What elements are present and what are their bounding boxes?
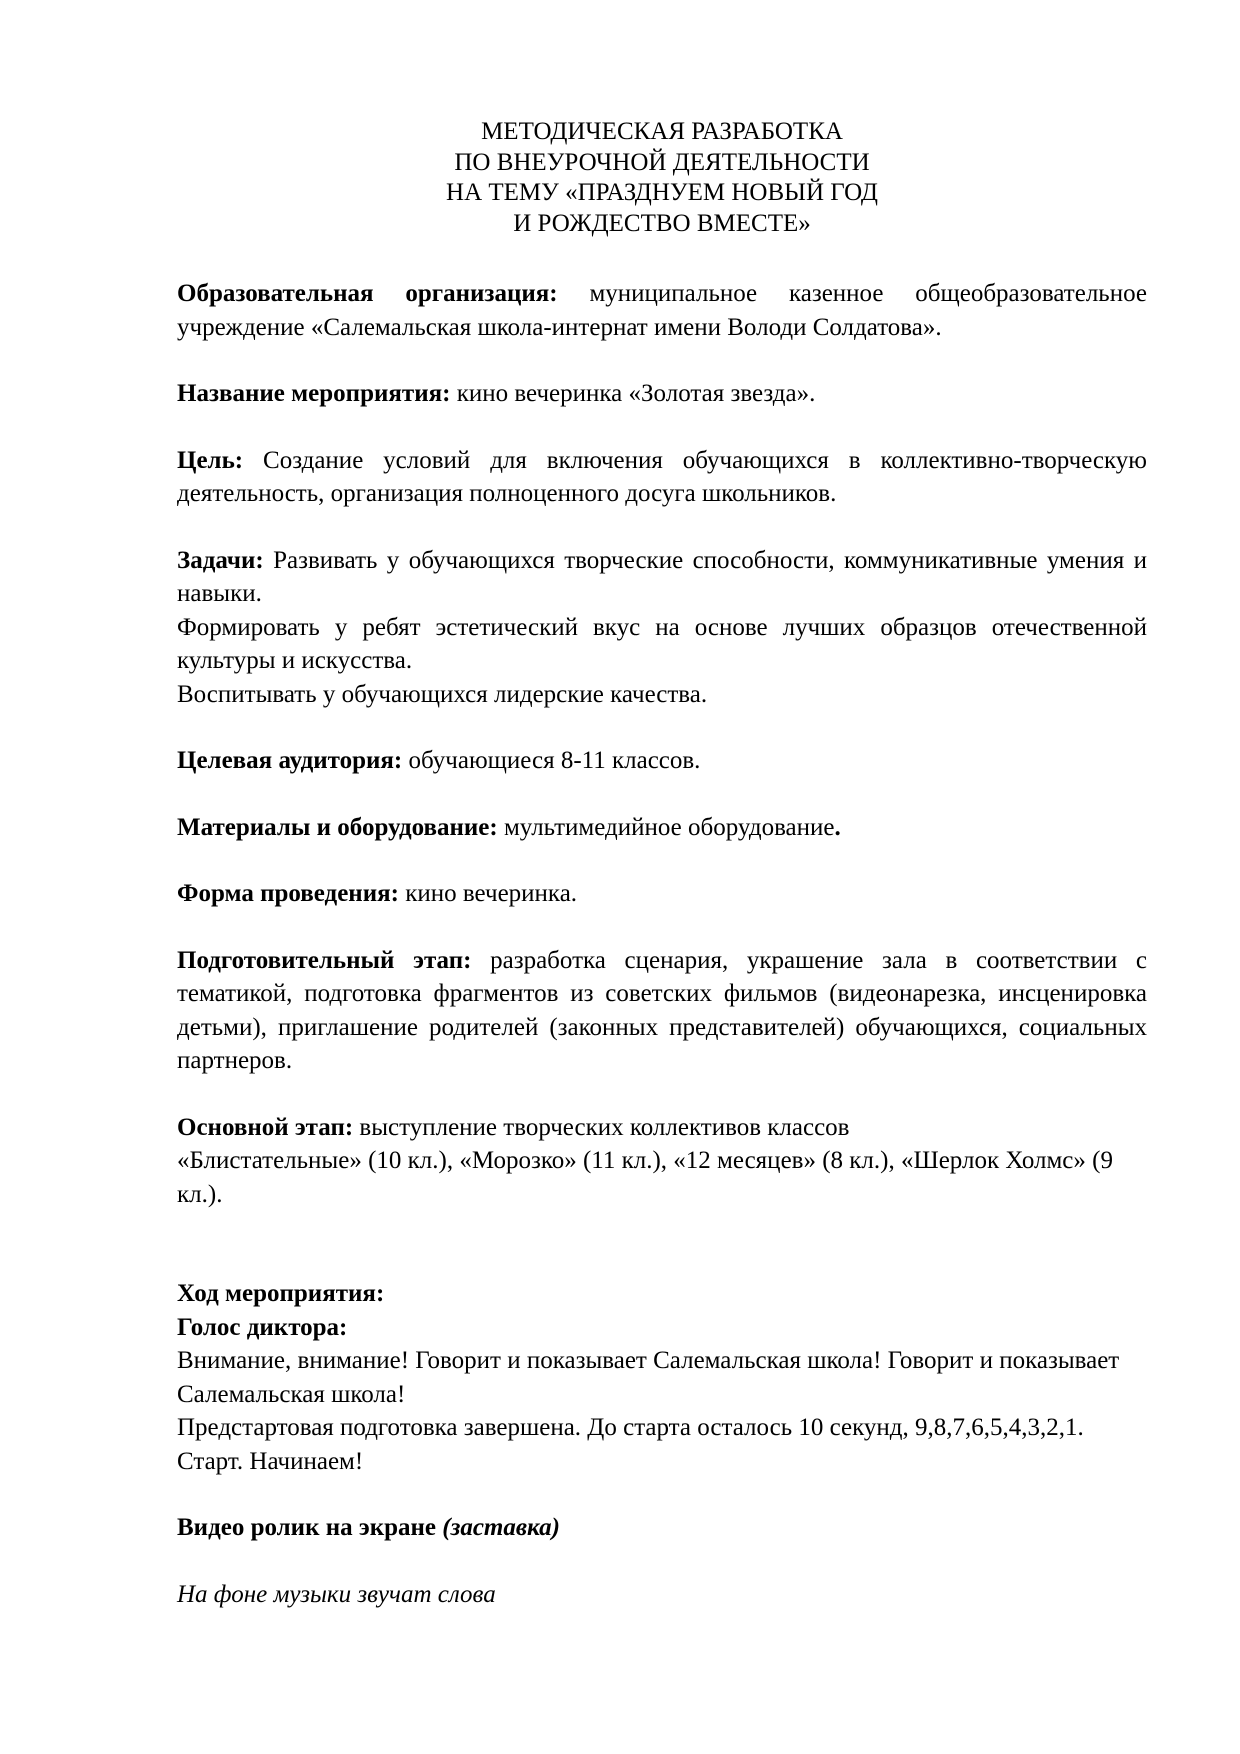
tasks-text: Развивать у обучающихся творческие способности, коммуникативные умения и навыки. xyxy=(177,546,1147,607)
title-line-1: МЕТОДИЧЕСКАЯ РАЗРАБОТКА xyxy=(481,118,843,145)
title-line-2: ПО ВНЕУРОЧНОЙ ДЕЯТЕЛЬНОСТИ xyxy=(454,148,870,176)
audience-text: обучающиеся 8-11 классов. xyxy=(402,747,701,774)
materials-label: Материалы и оборудование: xyxy=(177,813,498,841)
main-stage-text: выступление творческих коллективов классов xyxy=(353,1113,850,1141)
announcer-heading-text: Голос диктора: xyxy=(177,1313,348,1341)
organization-text: муниципальное казенное общеобразовательное учреждение «Салемальская школа-интернат имени Володи Солдатова». xyxy=(177,280,1147,341)
announcer-paragraph-2: Предстартовая подготовка завершена. До старта осталось 10 секунд, 9,8,7,6,5,4,3,2,1. Старт. Начинаем! xyxy=(177,1414,1084,1475)
title-line-4: И РОЖДЕСТВО ВМЕСТЕ» xyxy=(513,209,811,237)
audience-paragraph xyxy=(177,744,1147,778)
form-text: кино вечеринка. xyxy=(398,880,578,907)
video-label: Видео ролик на экране xyxy=(177,1514,443,1541)
main-stage-paragraph xyxy=(177,1111,1147,1145)
materials-dot: . xyxy=(834,813,841,841)
goal-paragraph xyxy=(177,444,1147,511)
tasks-line-3: Воспитывать у обучающихся лидерские качества. xyxy=(177,680,708,708)
materials-paragraph xyxy=(177,811,1147,845)
materials-text: мультимедийное оборудование xyxy=(497,813,835,841)
document-page xyxy=(177,117,1147,1611)
music-line: На фоне музыки звучат слова xyxy=(177,1580,496,1608)
tasks-label: Задачи: xyxy=(177,546,264,574)
title-line-3: НА ТЕМУ «ПРАЗДНУЕМ НОВЫЙ ГОД xyxy=(446,179,878,206)
video-note: (заставка) xyxy=(442,1514,560,1541)
prep-text: разработка сценария, украшение зала в соответствии с тематикой, подготовка фрагментов из советских фильмов (видеонарезка, инсценировка детьми), приглашение родителей (законных представителей) обучающихся, социальных партнеров. xyxy=(177,946,1147,1074)
course-heading-text: Ход мероприятия: xyxy=(177,1280,385,1307)
course-heading xyxy=(177,1277,1147,1311)
announcer-heading xyxy=(177,1311,1147,1345)
tasks-paragraph xyxy=(177,544,1147,611)
event-name-text: кино вечеринка «Золотая звезда». xyxy=(450,380,816,407)
tasks-line-2: Формировать у ребят эстетический вкус на основе лучших образцов отечественной культуры и искусства. xyxy=(177,613,1147,674)
main-stage-line-2: «Блистательные» (10 кл.), «Морозко» (11 кл.), «12 месяцев» (8 кл.), «Шерлок Холмс» (9 кл.). xyxy=(177,1147,1113,1208)
document-title xyxy=(177,117,1147,239)
event-name-label: Название мероприятия: xyxy=(177,380,451,407)
audience-label: Целевая аудитория: xyxy=(177,747,403,774)
organization-paragraph xyxy=(177,277,1147,344)
goal-text: Создание условий для включения обучающихся в коллективно-творческую деятельность, организация полноценного досуга школьников. xyxy=(177,446,1147,507)
prep-paragraph xyxy=(177,944,1147,1078)
prep-label: Подготовительный этап: xyxy=(177,946,472,974)
event-name-paragraph xyxy=(177,377,1147,411)
organization-label: Образовательная организация: xyxy=(177,280,558,307)
form-paragraph xyxy=(177,877,1147,911)
main-stage-label: Основной этап: xyxy=(177,1113,354,1141)
video-paragraph xyxy=(177,1511,1147,1545)
goal-label: Цель: xyxy=(177,446,244,474)
announcer-paragraph-1: Внимание, внимание! Говорит и показывает Салемальская школа! Говорит и показывает Салемальская школа! xyxy=(177,1347,1120,1408)
form-label: Форма проведения: xyxy=(177,880,399,907)
